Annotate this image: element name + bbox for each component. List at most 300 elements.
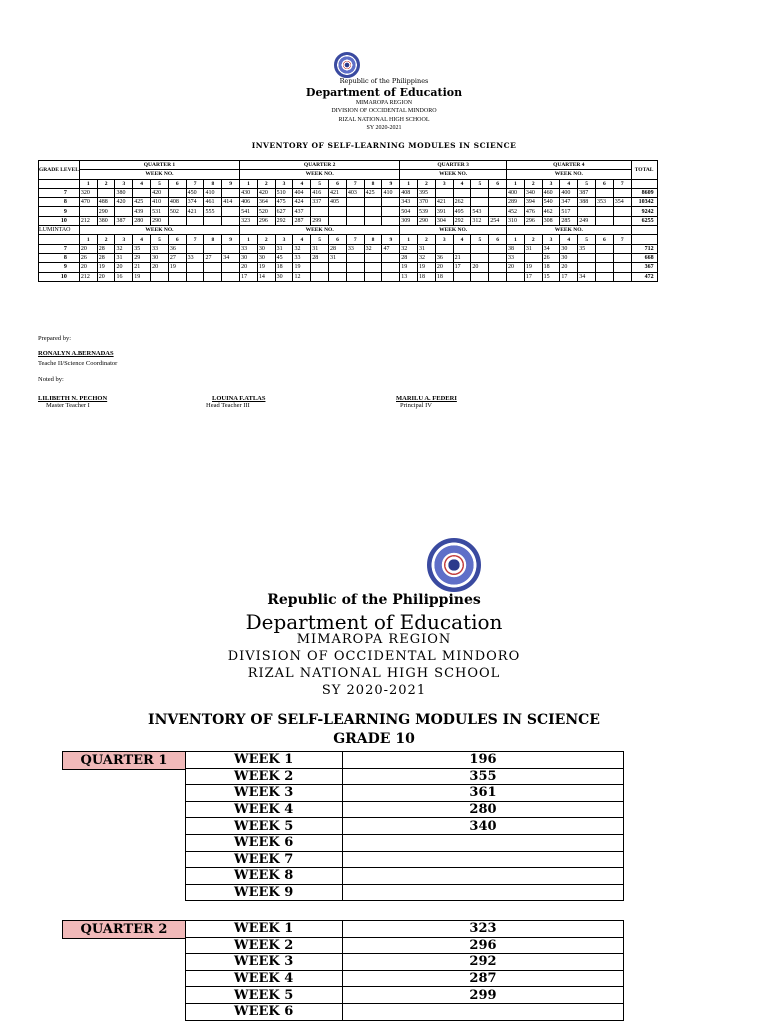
value-cell: 17 [560, 272, 578, 281]
value-cell: 452 [507, 207, 525, 216]
value-cell: 343 [400, 198, 418, 207]
value-cell [596, 216, 614, 225]
value-cell [115, 207, 133, 216]
value-cell: 354 [613, 198, 631, 207]
value-cell [596, 272, 614, 281]
value-cell [382, 263, 400, 272]
value-cell: 31 [311, 244, 329, 253]
week-number-cell: 1 [79, 235, 97, 244]
value-cell: 20 [435, 263, 453, 272]
value-cell: 28 [329, 244, 347, 253]
week-number-cell: 2 [524, 235, 542, 244]
value-cell: 406 [240, 198, 258, 207]
value-cell [489, 263, 507, 272]
value-cell [382, 198, 400, 207]
week-label: WEEK 3 [186, 954, 343, 971]
value-cell: 309 [400, 216, 418, 225]
week-number-cell: 6 [168, 179, 186, 188]
value-cell: 502 [168, 207, 186, 216]
empty-cell [39, 235, 80, 244]
week-number-cell: 1 [400, 179, 418, 188]
total-cell: 8609 [631, 188, 657, 197]
value-cell: 31 [418, 244, 436, 253]
value-cell: 420 [257, 188, 275, 197]
noted-signatory-1 [38, 395, 107, 409]
value-cell: 400 [560, 188, 578, 197]
value-cell [578, 207, 596, 216]
week-number-cell: 1 [79, 179, 97, 188]
value-cell [186, 244, 204, 253]
value-cell: 249 [578, 216, 596, 225]
value-cell: 450 [186, 188, 204, 197]
value-cell: 520 [257, 207, 275, 216]
value-cell: 347 [560, 198, 578, 207]
total-header: TOTAL [631, 161, 657, 180]
grade-cell: 10 [39, 272, 80, 281]
week-label: WEEK 6 [186, 834, 343, 851]
section-label: LUMINTAO [39, 226, 80, 235]
value-cell: 19 [257, 263, 275, 272]
week-label: WEEK 9 [186, 884, 343, 901]
value-cell [489, 253, 507, 262]
value-cell: 408 [168, 198, 186, 207]
value-cell: 425 [364, 188, 382, 197]
deped-seal-icon [427, 538, 481, 592]
inventory-title: INVENTORY OF SELF-LEARNING MODULES IN SCIENCE [251, 141, 517, 150]
value-cell: 20 [507, 263, 525, 272]
week-number-cell: 4 [560, 179, 578, 188]
value-cell: 475 [275, 198, 293, 207]
value-cell: 304 [435, 216, 453, 225]
week-number-cell: 8 [364, 235, 382, 244]
week-row [186, 851, 624, 868]
week-number-cell: 3 [275, 235, 293, 244]
value-cell: 32 [115, 244, 133, 253]
value-cell: 540 [542, 198, 560, 207]
inventory-table [38, 160, 658, 282]
value-cell: 18 [435, 272, 453, 281]
empty-cell [631, 179, 657, 188]
week-label: WEEK 1 [186, 752, 343, 769]
value-cell [613, 263, 631, 272]
value-cell: 414 [222, 198, 240, 207]
value-cell: 437 [293, 207, 311, 216]
value-cell: 31 [115, 253, 133, 262]
value-cell: 19 [524, 263, 542, 272]
grade-cell: 9 [39, 207, 80, 216]
week-row [186, 1003, 624, 1020]
value-cell: 34 [222, 253, 240, 262]
value-cell: 387 [115, 216, 133, 225]
value-cell: 31 [329, 253, 347, 262]
value-cell: 370 [418, 198, 436, 207]
section-header-row [39, 226, 658, 235]
value-cell: 32 [364, 244, 382, 253]
value-cell [382, 272, 400, 281]
school-heading: RIZAL NATIONAL HIGH SCHOOL [247, 666, 501, 681]
value-cell [382, 253, 400, 262]
table-header-row [39, 161, 658, 170]
value-cell: 420 [115, 198, 133, 207]
value-cell [471, 188, 489, 197]
value-cell: 20 [115, 263, 133, 272]
value-cell: 380 [115, 188, 133, 197]
value-cell: 20 [240, 263, 258, 272]
value-cell [489, 272, 507, 281]
value-cell: 539 [418, 207, 436, 216]
value-cell: 30 [257, 253, 275, 262]
week-number-cell: 5 [471, 235, 489, 244]
week-label: WEEK 4 [186, 970, 343, 987]
value-cell: 30 [560, 244, 578, 253]
division-heading: DIVISION OF OCCIDENTAL MINDORO [331, 108, 437, 114]
value-cell: 312 [471, 216, 489, 225]
value-cell: 337 [311, 198, 329, 207]
signatory-role: Master Teacher I [46, 402, 90, 409]
grade-heading: GRADE 10 [333, 731, 415, 747]
quarter-header: QUARTER 1 [79, 161, 239, 170]
week-number-cell: 2 [257, 235, 275, 244]
week-number-cell: 9 [222, 179, 240, 188]
week-number-cell: 2 [418, 235, 436, 244]
week-row [186, 801, 624, 818]
week-row [186, 818, 624, 835]
value-cell [364, 272, 382, 281]
value-cell: 543 [471, 207, 489, 216]
week-number-cell: 2 [97, 235, 115, 244]
value-cell: 30 [151, 253, 169, 262]
value-cell: 17 [524, 272, 542, 281]
week-number-cell: 2 [97, 179, 115, 188]
department-heading: Department of Education [245, 610, 503, 634]
week-number-cell: 1 [240, 179, 258, 188]
value-cell [435, 188, 453, 197]
value-cell [489, 207, 507, 216]
week-number-cell: 5 [311, 235, 329, 244]
week-number-cell: 6 [489, 179, 507, 188]
value-cell: 28 [311, 253, 329, 262]
value-cell: 17 [240, 272, 258, 281]
value-cell [204, 272, 222, 281]
week-label: WEEK 8 [186, 868, 343, 885]
value-cell [364, 207, 382, 216]
value-cell [596, 263, 614, 272]
signatory-name: MARILU A. FEDERI [396, 395, 457, 402]
value-cell: 45 [275, 253, 293, 262]
value-cell: 531 [151, 207, 169, 216]
value-cell: 416 [311, 188, 329, 197]
week-count [343, 1003, 624, 1020]
week-number-cell: 4 [133, 179, 151, 188]
value-cell: 410 [382, 188, 400, 197]
value-cell [329, 207, 347, 216]
quarter-1-label: QUARTER 1 [62, 751, 186, 770]
value-cell: 405 [329, 198, 347, 207]
week-number-cell: 8 [204, 235, 222, 244]
week-label: WEEK 7 [186, 851, 343, 868]
value-cell [346, 198, 364, 207]
quarter-2-table [185, 920, 624, 1021]
total-cell: 472 [631, 272, 657, 281]
value-cell: 364 [257, 198, 275, 207]
value-cell [489, 188, 507, 197]
value-cell: 290 [151, 216, 169, 225]
value-cell: 20 [151, 263, 169, 272]
week-no-header: WEEK NO. [240, 170, 400, 179]
value-cell [453, 188, 471, 197]
value-cell [596, 188, 614, 197]
value-cell: 35 [578, 244, 596, 253]
value-cell [329, 272, 347, 281]
value-cell: 19 [400, 263, 418, 272]
region-heading: MIMAROPA REGION [296, 632, 452, 647]
value-cell: 19 [418, 263, 436, 272]
value-cell [204, 263, 222, 272]
republic-heading: Republic of the Philippines [339, 77, 429, 85]
week-number-cell: 1 [240, 235, 258, 244]
value-cell [364, 253, 382, 262]
week-number-cell: 5 [151, 235, 169, 244]
week-row [186, 954, 624, 971]
value-cell [168, 216, 186, 225]
week-number-cell: 3 [542, 179, 560, 188]
value-cell: 32 [400, 244, 418, 253]
week-number-cell: 8 [204, 179, 222, 188]
week-number-cell: 2 [524, 179, 542, 188]
week-number-cell: 7 [613, 179, 631, 188]
table-row [39, 263, 658, 272]
week-count [343, 834, 624, 851]
week-number-cell: 3 [115, 179, 133, 188]
week-count: 287 [343, 970, 624, 987]
value-cell [613, 216, 631, 225]
region-heading: MIMAROPA REGION [355, 100, 413, 106]
value-cell: 439 [133, 207, 151, 216]
prepared-name-text: RONALYN A.BERNADAS [38, 350, 114, 357]
value-cell: 394 [524, 198, 542, 207]
week-label: WEEK 6 [186, 1003, 343, 1020]
value-cell [382, 207, 400, 216]
week-count: 340 [343, 818, 624, 835]
week-row [186, 987, 624, 1004]
value-cell [364, 216, 382, 225]
value-cell [151, 272, 169, 281]
value-cell [204, 244, 222, 253]
week-label: WEEK 2 [186, 937, 343, 954]
table-row [39, 216, 658, 225]
value-cell [186, 272, 204, 281]
value-cell: 627 [275, 207, 293, 216]
week-number-cell: 9 [222, 235, 240, 244]
week-number-cell: 5 [471, 179, 489, 188]
value-cell: 421 [435, 198, 453, 207]
week-row [186, 834, 624, 851]
week-count: 292 [343, 954, 624, 971]
value-cell: 33 [240, 244, 258, 253]
value-cell [329, 216, 347, 225]
deped-seal-icon [334, 52, 360, 78]
value-cell: 28 [97, 244, 115, 253]
week-row [186, 921, 624, 938]
value-cell [133, 188, 151, 197]
week-number-cell: 5 [578, 235, 596, 244]
empty-cell [39, 179, 80, 188]
value-cell: 310 [507, 216, 525, 225]
grade-cell: 10 [39, 216, 80, 225]
table-row [39, 244, 658, 253]
value-cell: 410 [204, 188, 222, 197]
value-cell [489, 244, 507, 253]
value-cell: 461 [204, 198, 222, 207]
value-cell: 17 [453, 263, 471, 272]
grade-cell: 7 [39, 188, 80, 197]
value-cell [596, 244, 614, 253]
value-cell: 290 [97, 207, 115, 216]
noted-signatory-3 [396, 395, 457, 409]
value-cell [489, 198, 507, 207]
week-number-cell: 9 [382, 179, 400, 188]
value-cell: 510 [275, 188, 293, 197]
week-number-cell: 4 [560, 235, 578, 244]
republic-heading: Republic of the Philippines [267, 592, 481, 608]
week-number-cell: 6 [329, 179, 347, 188]
value-cell [168, 272, 186, 281]
value-cell [364, 198, 382, 207]
value-cell: 353 [596, 198, 614, 207]
value-cell: 262 [453, 198, 471, 207]
week-number-cell: 9 [382, 235, 400, 244]
department-heading: Department of Education [305, 86, 463, 99]
total-cell: 668 [631, 253, 657, 262]
week-no-header: WEEK NO. [507, 226, 632, 235]
week-number-cell: 3 [435, 235, 453, 244]
value-cell [453, 272, 471, 281]
grade-level-header: GRADE LEVEL [39, 161, 80, 180]
total-cell: 9242 [631, 207, 657, 216]
value-cell: 19 [293, 263, 311, 272]
week-row [186, 868, 624, 885]
value-cell: 388 [578, 198, 596, 207]
value-cell: 387 [578, 188, 596, 197]
value-cell: 32 [418, 253, 436, 262]
value-cell [613, 207, 631, 216]
value-cell [471, 272, 489, 281]
value-cell [346, 216, 364, 225]
value-cell: 32 [293, 244, 311, 253]
table-row [39, 188, 658, 197]
value-cell: 12 [293, 272, 311, 281]
table-row [39, 198, 658, 207]
value-cell: 19 [168, 263, 186, 272]
value-cell: 20 [560, 263, 578, 272]
value-cell: 391 [435, 207, 453, 216]
week-number-cell: 7 [346, 179, 364, 188]
value-cell [222, 272, 240, 281]
week-number-cell: 5 [578, 179, 596, 188]
week-number-cell: 5 [151, 179, 169, 188]
value-cell: 30 [560, 253, 578, 262]
value-cell: 495 [453, 207, 471, 216]
week-row [186, 970, 624, 987]
value-cell: 403 [346, 188, 364, 197]
value-cell [471, 198, 489, 207]
value-cell: 20 [97, 272, 115, 281]
week-number-cell: 3 [542, 235, 560, 244]
value-cell: 462 [542, 207, 560, 216]
value-cell: 430 [240, 188, 258, 197]
week-number-cell: 4 [453, 179, 471, 188]
value-cell: 212 [79, 272, 97, 281]
week-row [186, 785, 624, 802]
week-number-cell: 1 [400, 235, 418, 244]
value-cell [186, 216, 204, 225]
value-cell [613, 244, 631, 253]
value-cell: 320 [79, 188, 97, 197]
week-number-cell: 3 [275, 179, 293, 188]
value-cell: 15 [542, 272, 560, 281]
division-heading: DIVISION OF OCCIDENTAL MINDORO [227, 649, 521, 664]
week-count: 296 [343, 937, 624, 954]
week-label: WEEK 3 [186, 785, 343, 802]
value-cell: 30 [240, 253, 258, 262]
value-cell: 340 [524, 188, 542, 197]
week-no-header: WEEK NO. [400, 170, 507, 179]
sy-heading: SY 2020-2021 [366, 125, 402, 131]
value-cell: 31 [275, 244, 293, 253]
value-cell: 31 [524, 244, 542, 253]
value-cell [329, 263, 347, 272]
week-number-cell: 7 [613, 235, 631, 244]
week-number-cell: 6 [596, 179, 614, 188]
value-cell [578, 253, 596, 262]
quarter-header: QUARTER 2 [240, 161, 400, 170]
value-cell: 517 [560, 207, 578, 216]
value-cell: 34 [578, 272, 596, 281]
week-number-cell: 4 [293, 235, 311, 244]
value-cell [471, 253, 489, 262]
prepared-role: Teache II/Science Coordinator [38, 360, 118, 367]
value-cell: 14 [257, 272, 275, 281]
value-cell [311, 207, 329, 216]
quarter-header: QUARTER 4 [507, 161, 632, 170]
week-number-cell: 6 [329, 235, 347, 244]
week-row [186, 937, 624, 954]
signatory-role: Principal IV [400, 402, 432, 409]
value-cell: 254 [489, 216, 507, 225]
value-cell: 29 [133, 253, 151, 262]
value-cell: 20 [79, 263, 97, 272]
inventory-title: INVENTORY OF SELF-LEARNING MODULES IN SCIENCE [148, 712, 600, 728]
value-cell: 26 [79, 253, 97, 262]
value-cell [507, 272, 525, 281]
grade-cell: 8 [39, 253, 80, 262]
value-cell [613, 272, 631, 281]
value-cell [471, 244, 489, 253]
value-cell: 21 [133, 263, 151, 272]
week-no-header: WEEK NO. [240, 226, 400, 235]
value-cell: 380 [97, 216, 115, 225]
week-no-header: WEEK NO. [400, 226, 507, 235]
value-cell [311, 263, 329, 272]
week-count: 355 [343, 768, 624, 785]
week-label: WEEK 5 [186, 987, 343, 1004]
value-cell: 20 [79, 244, 97, 253]
value-cell: 34 [542, 244, 560, 253]
sy-heading: SY 2020-2021 [321, 683, 427, 698]
table-row [39, 207, 658, 216]
value-cell: 18 [542, 263, 560, 272]
week-row [186, 768, 624, 785]
